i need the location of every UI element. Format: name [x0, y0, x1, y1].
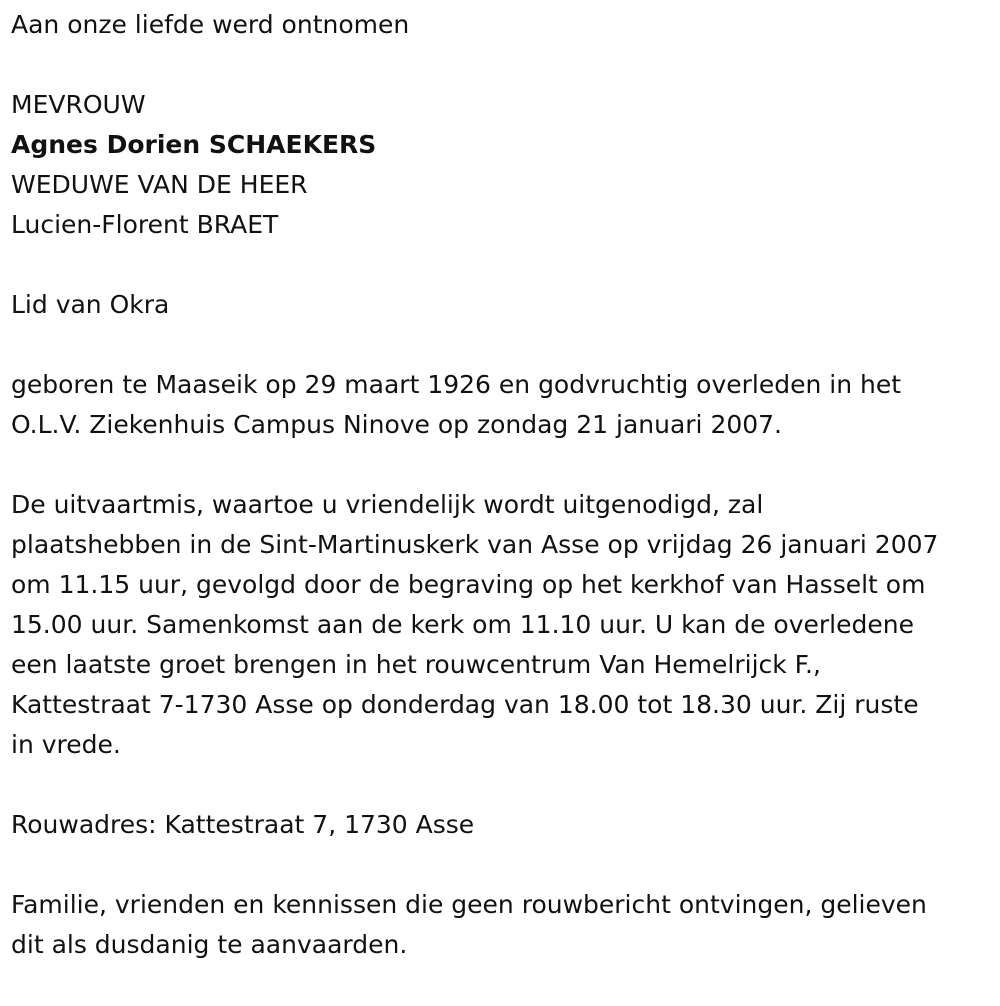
- paragraph-line: Familie, vrienden en kennissen die geen rouwbericht ontvingen, gelieven: [11, 890, 927, 919]
- funeral-paragraph: [11, 485, 996, 765]
- paragraph-line: Kattestraat 7-1730 Asse op donderdag van 18.00 tot 18.30 uur. Zij ruste: [11, 690, 919, 719]
- paragraph-line: dit als dusdanig te aanvaarden.: [11, 930, 408, 959]
- spacer: [11, 765, 996, 805]
- paragraph-line: plaatshebben in de Sint-Martinuskerk van Asse op vrijdag 26 januari 2007: [11, 530, 939, 559]
- spouse-name: Lucien-Florent BRAET: [11, 210, 279, 239]
- paragraph-line: geboren te Maaseik op 29 maart 1926 en godvruchtig overleden in het: [11, 370, 902, 399]
- birth-death-paragraph: [11, 365, 996, 445]
- deceased-name: Agnes Dorien SCHAEKERS: [11, 130, 377, 159]
- paragraph-line: O.L.V. Ziekenhuis Campus Ninove op zondag 21 januari 2007.: [11, 410, 783, 439]
- closing-paragraph: [11, 885, 996, 965]
- spacer: [11, 325, 996, 365]
- spacer: [11, 445, 996, 485]
- relation-line: WEDUWE VAN DE HEER: [11, 170, 308, 199]
- paragraph-line: De uitvaartmis, waartoe u vriendelijk wordt uitgenodigd, zal: [11, 490, 764, 519]
- paragraph-line: 15.00 uur. Samenkomst aan de kerk om 11.10 uur. U kan de overledene: [11, 610, 914, 639]
- intro-line: Aan onze liefde werd ontnomen: [11, 10, 410, 39]
- paragraph-line: in vrede.: [11, 730, 121, 759]
- spacer: [11, 845, 996, 885]
- membership-line: Lid van Okra: [11, 290, 170, 319]
- mourning-address: Rouwadres: Kattestraat 7, 1730 Asse: [11, 810, 475, 839]
- spacer: [11, 245, 996, 285]
- paragraph-line: een laatste groet brengen in het rouwcentrum Van Hemelrijck F.,: [11, 650, 821, 679]
- spacer: [11, 45, 996, 85]
- paragraph-line: om 11.15 uur, gevolgd door de begraving op het kerkhof van Hasselt om: [11, 570, 926, 599]
- obituary-notice: [11, 5, 996, 965]
- honorific: MEVROUW: [11, 90, 146, 119]
